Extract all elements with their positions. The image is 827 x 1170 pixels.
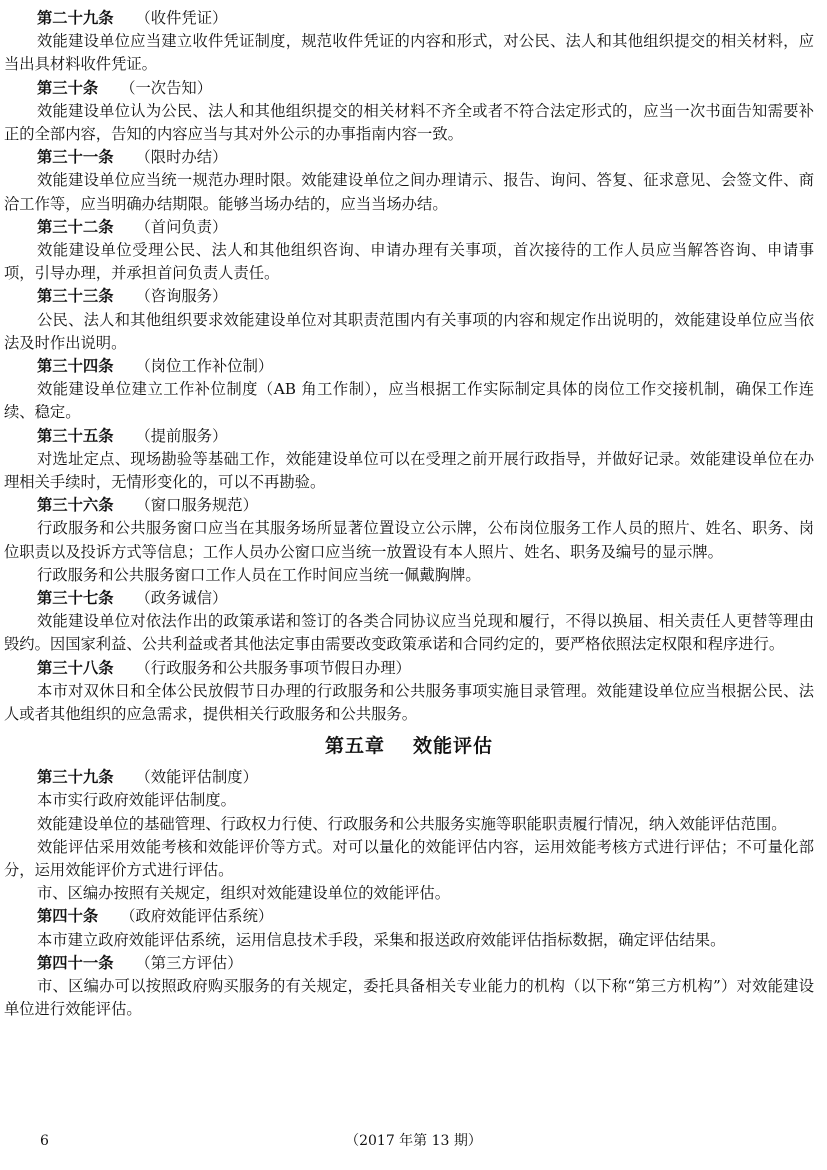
article-subject: （一次告知） [120, 78, 212, 97]
issue-label: （2017 年第 13 期） [345, 1133, 482, 1149]
article-paragraph: 效能建设单位的基础管理、行政权力行使、行政服务和公共服务实施等职能职责履行情况，纳入效能评估范围。 [37, 814, 787, 833]
article-number: 第三十三条 [37, 287, 114, 306]
article-subject: （效能评估制度） [135, 768, 258, 787]
article-number: 第四十一条 [37, 953, 114, 972]
article-number: 第二十九条 [37, 9, 114, 27]
chapter-number: 第五章 [324, 735, 385, 758]
article-paragraph: 市、区编办按照有关规定，组织对效能建设单位的效能评估。 [37, 884, 451, 903]
article-number: 第四十条 [37, 907, 99, 926]
article-subject: （窗口服务规范） [135, 496, 258, 515]
page-number: 6 [40, 1133, 49, 1149]
article-paragraph: 市、区编办可以按照政府购买服务的有关规定，委托具备相关专业能力的机构（以下称“第三方机构”）对效能建设单位进行效能评估。 [4, 976, 814, 1019]
article-paragraph: 效能建设单位应当建立收件凭证制度，规范收件凭证的内容和形式，对公民、法人和其他组织提交的相关材料，应当出具材料收件凭证。 [4, 32, 814, 74]
article-subject: （咨询服务） [135, 287, 228, 306]
article-number: 第三十六条 [37, 496, 114, 515]
article-heading [4, 657, 814, 680]
article-heading [4, 216, 814, 239]
article-heading [4, 285, 814, 308]
article-heading [4, 494, 814, 517]
article-paragraph: 本市建立政府效能评估系统，运用信息技术手段，采集和报送政府效能评估指标数据，确定评估结果。 [37, 930, 726, 949]
article-heading [4, 425, 814, 448]
article-subject: （限时办结） [135, 148, 228, 167]
article-paragraph: 公民、法人和其他组织要求效能建设单位对其职责范围内有关事项的内容和规定作出说明的，效能建设单位应当依法及时作出说明。 [4, 310, 814, 352]
article-heading [4, 7, 814, 30]
article-number: 第三十九条 [37, 768, 114, 787]
article-heading [4, 952, 814, 975]
article-number: 第三十条 [37, 78, 99, 97]
article-subject: （第三方评估） [135, 953, 243, 972]
article-paragraph: 本市实行政府效能评估制度。 [37, 791, 236, 810]
article-heading [4, 587, 814, 610]
article-paragraph: 效能建设单位应当统一规范办理时限。效能建设单位之间办理请示、报告、询问、答复、征求意见、会签文件、商洽工作等，应当明确办结期限。能够当场办结的，应当当场办结。 [4, 171, 814, 213]
article-subject: （提前服务） [135, 426, 228, 445]
article-paragraph: 对选址定点、现场勘验等基础工作，效能建设单位可以在受理之前开展行政指导，并做好记录。效能建设单位在办理相关手续时，无情形变化的，可以不再勘验。 [4, 449, 814, 491]
article-number: 第三十一条 [37, 148, 114, 167]
article-heading [4, 146, 814, 169]
article-heading [4, 905, 814, 928]
article-paragraph: 效能建设单位对依法作出的政策承诺和签订的各类合同协议应当兑现和履行，不得以换届、相关责任人更替等理由毁约。因国家利益、公共利益或者其他法定事由需要改变政策承诺和合同约定的，要严格依照法定权限和程序进行。 [4, 612, 814, 654]
article-heading [4, 766, 814, 789]
article-subject: （首问负责） [135, 217, 228, 236]
page-footer [0, 1130, 827, 1152]
article-heading [4, 355, 814, 378]
article-subject: （岗位工作补位制） [135, 356, 274, 375]
article-subject: （收件凭证） [135, 9, 228, 27]
article-paragraph: 行政服务和公共服务窗口应当在其服务场所显著位置设立公示牌，公布岗位服务工作人员的照片、姓名、职务、岗位职责以及投诉方式等信息；工作人员办公窗口应当统一放置设有本人照片、姓名、职务及编号的显示牌。 [4, 519, 814, 561]
article-heading [4, 77, 814, 100]
article-paragraph: 效能评估采用效能考核和效能评价等方式。对可以量化的效能评估内容，运用效能考核方式进行评估；不可量化部分，运用效能评价方式进行评估。 [4, 837, 814, 879]
article-subject: （行政服务和公共服务事项节假日办理） [135, 658, 411, 677]
article-paragraph: 效能建设单位认为公民、法人和其他组织提交的相关材料不齐全或者不符合法定形式的，应当一次书面告知需要补正的全部内容，告知的内容应当与其对外公示的办事指南内容一致。 [4, 101, 814, 143]
article-paragraph: 本市对双休日和全体公民放假节日办理的行政服务和公共服务事项实施目录管理。效能建设单位应当根据公民、法人或者其他组织的应急需求，提供相关行政服务和公共服务。 [4, 681, 814, 723]
article-number: 第三十七条 [37, 588, 114, 607]
article-paragraph: 效能建设单位建立工作补位制度（AB 角工作制），应当根据工作实际制定具体的岗位工作交接机制，确保工作连续、稳定。 [4, 380, 814, 422]
article-number: 第三十五条 [37, 426, 114, 445]
article-paragraph: 行政服务和公共服务窗口工作人员在工作时间应当统一佩戴胸牌。 [37, 565, 481, 584]
article-subject: （政务诚信） [135, 588, 228, 607]
article-subject: （政府效能评估系统） [120, 907, 274, 926]
chapter-heading [4, 726, 814, 766]
chapter-title: 效能评估 [413, 735, 494, 758]
article-number: 第三十四条 [37, 356, 114, 375]
article-paragraph: 效能建设单位受理公民、法人和其他组织咨询、申请办理有关事项，首次接待的工作人员应当解答咨询、申请事项，引导办理，并承担首问负责人责任。 [4, 240, 814, 283]
article-number: 第三十二条 [37, 217, 114, 236]
article-number: 第三十八条 [37, 658, 114, 677]
document-body [4, 7, 814, 1021]
